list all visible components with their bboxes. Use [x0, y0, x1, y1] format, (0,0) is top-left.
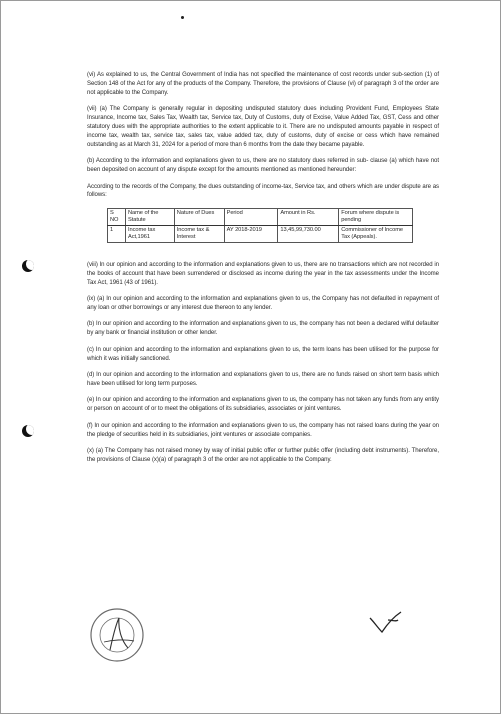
- table-header-cell: Forum where dispute is pending: [339, 208, 413, 225]
- paragraph-x-a: (x) (a) The Company has not raised money by way of initial public offer or further public offer (including debt instruments). Therefore, the provisions of Clause (x)(a) of paragraph 3 of the order are not applicable to the Company.: [87, 447, 439, 463]
- paragraph-ix-e: (e) In our opinion and according to the information and explanations given to us, the company has not taken any funds from any entity or person on account of or to meet the obligations of its subsidiaries, associates or joint ventures.: [87, 397, 439, 413]
- table-header-row: [108, 208, 413, 225]
- crescent-mark-icon: [22, 425, 34, 437]
- table-header-cell: Name of the Statute: [125, 208, 174, 225]
- signature-icon: [368, 608, 404, 638]
- paragraph-ix-f: (f) In our opinion and according to the information and explanations given to us, the company has not raised loans during the year on the pledge of securities held in its subsidiaries, joint ventures or associate companies.: [87, 422, 439, 438]
- table-header-cell: Amount in Rs.: [278, 208, 339, 225]
- paragraph-ix-b: (b) In our opinion and according to the information and explanations given to us, the company has not been a declared wilful defaulter by any bank or financial institution or other lender.: [87, 321, 439, 337]
- table-cell: Commissioner of Income Tax (Appeals).: [339, 225, 413, 242]
- paragraph-vi: (vi) As explained to us, the Central Government of India has not specified the maintenance of cost records under sub-section (1) of Section 148 of the Act for any of the products of the Company. Therefore, the provisions of Clause (vi) of paragraph 3 of the order are not applicable to the Company.: [87, 72, 439, 96]
- table-header-cell: Period: [224, 208, 278, 225]
- paragraph-records: According to the records of the Company, the dues outstanding of income-tax, Service tax, and others which are under dispute are as follows:: [87, 183, 439, 199]
- table-row: [108, 225, 413, 242]
- paragraph-ix-c: (c) In our opinion and according to the information and explanations given to us, the term loans has been utilised for the purpose for which it was initially sanctioned.: [87, 346, 439, 362]
- table-cell: Income tax & Interest: [174, 225, 224, 242]
- stamp-seal-icon: [88, 606, 146, 664]
- table-header-cell: S NO: [108, 208, 126, 225]
- document-body: [87, 71, 439, 472]
- table-cell: AY 2018-2019: [224, 225, 278, 242]
- paragraph-vii-b: (b) According to the information and explanations given to us, there are no statutory dues referred in sub- clause (a) which have not been deposited on account of any dispute except for the amounts mentioned as mentioned hereunder:: [87, 158, 439, 174]
- table-cell: 13,45,99,730.00: [278, 225, 339, 242]
- crescent-mark-icon: [22, 260, 34, 272]
- scan-dot: [181, 16, 184, 19]
- dispute-table: [107, 208, 413, 243]
- table-cell: 1: [108, 225, 126, 242]
- paragraph-ix-d: (d) In our opinion and according to the information and explanations given to us, there are no funds raised on short term basis which have been utilised for long term purposes.: [87, 372, 439, 387]
- paragraph-viii: (viii) In our opinion and according to the information and explanations given to us, there are no transactions which are not recorded in the books of account that have been surrendered or disclosed as income during the year in the tax assessments under the Income Tax Act, 1961 (43 of 1961).: [87, 261, 439, 286]
- table-header-cell: Nature of Dues: [174, 208, 224, 225]
- paragraph-ix-a: (ix) (a) In our opinion and according to the information and explanations given to us, the Company has not defaulted in repayment of any loan or other borrowings or any interest due thereon to any lender.: [87, 296, 439, 311]
- paragraph-vii-a: (vii) (a) The Company is generally regular in depositing undisputed statutory dues including Provident Fund, Employees State Insurance, Income tax, Sales Tax, Wealth tax, Service tax, Duty of Customs, duty of Excise, Value Added Tax, GST, Cess and other statutory dues with the appropriate authorities to the extent applicable to it. There are no undisputed amounts payable in respect of income tax, wealth tax, service tax, sales tax, value added tax, duty of customs, duty of excise or cess which have remained outstanding as at March 31, 2024 for a period of more than 6 months from the date they became payable.: [87, 106, 439, 148]
- table-cell: Income tax Act,1961: [125, 225, 174, 242]
